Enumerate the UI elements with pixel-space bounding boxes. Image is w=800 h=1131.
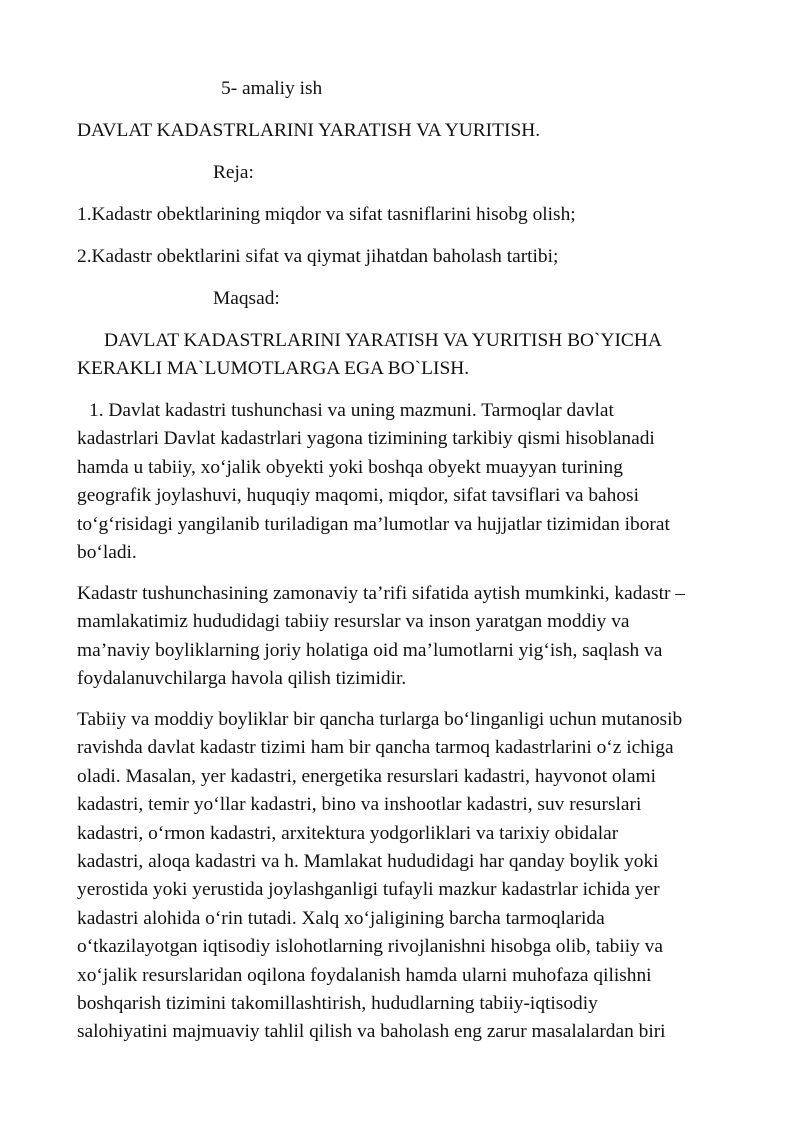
paragraph-line: o‘tkazilayotgan iqtisodiy islohotlarning rivojlanishni hisobga olib, tabiiy va: [77, 936, 663, 958]
paragraph-line: mamlakatimiz hududidagi tabiiy resurslar va inson yaratgan moddiy va: [77, 611, 630, 633]
paragraph-line: ma’naviy boyliklarning joriy holatiga oid ma’lumotlarni yig‘ish, saqlash va: [77, 639, 663, 661]
paragraph-line: kadastrlari Davlat kadastrlari yagona tizimining tarkibiy qismi hisoblanadi: [77, 428, 655, 450]
paragraph-line: oladi. Masalan, yer kadastri, energetika resurslari kadastri, hayvonot olami: [77, 765, 657, 787]
paragraph-line: kadastri, o‘rmon kadastri, arxitektura yodgorliklari va tarixiy obidalar: [77, 822, 619, 844]
plan-item-1: 1.Kadastr obektlarining miqdor va sifat tasniflarini hisobg olish;: [77, 204, 576, 225]
paragraph-line: 1. Davlat kadastri tushunchasi va uning mazmuni. Tarmoqlar davlat: [89, 400, 614, 421]
paragraph-line: salohiyatini majmuaviy tahlil qilish va baholash eng zarur masalalardan biri: [77, 1021, 666, 1043]
plan-heading: Reja:: [213, 162, 254, 183]
paragraph-line: ravishda davlat kadastr tizimi ham bir qancha tarmoq kadastrlarini o‘z ichiga: [77, 737, 674, 759]
practical-work-label: 5- amaliy ish: [221, 78, 323, 99]
paragraph-line: yerostida yoki yerustida joylashganligi tufayli mazkur kadastrlar ichida yer: [77, 879, 660, 901]
paragraph-1: [77, 397, 767, 567]
paragraph-line: kadastri alohida o‘rin tutadi. Xalq xo‘jaligining barcha tarmoqlarida: [77, 907, 605, 929]
paragraph-line: kadastri, aloqa kadastri va h. Mamlakat hududidagi har qanday boylik yoki: [77, 851, 659, 873]
paragraph-line: Kadastr tushunchasining zamonaviy ta’rifi sifatida aytish mumkinki, kadastr –: [77, 583, 685, 604]
paragraph-line: xo‘jalik resurslaridan oqilona foydalanish hamda ularni muhofaza qilishni: [77, 964, 652, 986]
goal-heading: Maqsad:: [213, 288, 280, 309]
paragraph-line: boshqarish tizimini takomillashtirish, hududlarning tabiiy-iqtisodiy: [77, 993, 598, 1015]
paragraph-3: [77, 706, 767, 1047]
paragraph-line: bo‘ladi.: [77, 542, 137, 564]
paragraph-line: hamda u tabiiy, xo‘jalik obyekti yoki boshqa obyekt muayyan turining: [77, 456, 623, 478]
plan-item-2: 2.Kadastr obektlarini sifat va qiymat jihatdan baholash tartibi;: [77, 246, 559, 267]
paragraph-2: [77, 580, 767, 694]
paragraph-line: kadastri, temir yo‘llar kadastri, bino va inshootlar kadastri, suv resurslari: [77, 794, 642, 816]
paragraph-line: foydalanuvchilarga havola qilish tizimidir.: [77, 668, 407, 690]
paragraph-line: to‘g‘risidagi yangilanib turiladigan ma’lumotlar va hujjatlar tizimidan iborat: [77, 513, 670, 535]
goal-text-line-1: DAVLAT KADASTRLARINI YARATISH VA YURITISH BO`YICHA: [104, 330, 662, 351]
document-title: DAVLAT KADASTRLARINI YARATISH VA YURITISH.: [77, 120, 541, 141]
paragraph-line: Tabiiy va moddiy boyliklar bir qancha turlarga bo‘linganligi uchun mutanosib: [77, 709, 683, 730]
goal-text-line-2: KERAKLI MA`LUMOTLARGA EGA BO`LISH.: [77, 358, 470, 379]
paragraph-line: geografik joylashuvi, huquqiy maqomi, miqdor, sifat tavsiflari va bahosi: [77, 485, 639, 507]
